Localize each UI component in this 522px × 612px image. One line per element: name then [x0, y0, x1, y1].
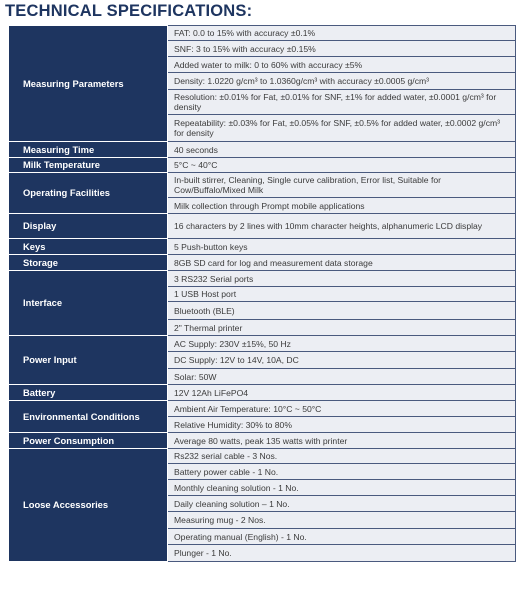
spec-label: Display [9, 214, 168, 239]
spec-row-environmental-conditions [9, 401, 516, 417]
spec-row-measuring-time [9, 142, 516, 158]
spec-row-operating-facilities [9, 173, 516, 198]
spec-value: Solar: 50W [168, 369, 516, 385]
spec-label: Keys [9, 239, 168, 255]
spec-row-loose-accessories [9, 449, 516, 464]
spec-value: Measuring mug - 2 Nos. [168, 512, 516, 529]
spec-value: Operating manual (English) - 1 No. [168, 529, 516, 545]
spec-value: Rs232 serial cable - 3 Nos. [168, 449, 516, 464]
spec-value: Battery power cable - 1 No. [168, 464, 516, 480]
spec-row-power-consumption [9, 433, 516, 449]
spec-row-keys [9, 239, 516, 255]
spec-label: Interface [9, 271, 168, 336]
spec-value: 1 USB Host port [168, 287, 516, 302]
spec-label: Measuring Time [9, 142, 168, 158]
spec-value: 3 RS232 Serial ports [168, 271, 516, 287]
spec-row-milk-temperature [9, 158, 516, 173]
spec-value: Plunger - 1 No. [168, 545, 516, 562]
spec-value: Added water to milk: 0 to 60% with accuracy ±5% [168, 57, 516, 73]
spec-table-body [9, 26, 516, 562]
spec-value: 5°C ~ 40°C [168, 158, 516, 173]
spec-value: Bluetooth (BLE) [168, 302, 516, 320]
spec-value: Relative Humidity: 30% to 80% [168, 417, 516, 433]
spec-value: 40 seconds [168, 142, 516, 158]
spec-value: Ambient Air Temperature: 10°C ~ 50°C [168, 401, 516, 417]
spec-label: Battery [9, 385, 168, 401]
spec-label: Measuring Parameters [9, 26, 168, 142]
spec-value: Daily cleaning solution – 1 No. [168, 496, 516, 512]
spec-row-battery [9, 385, 516, 401]
spec-value: 5 Push-button keys [168, 239, 516, 255]
spec-value: SNF: 3 to 15% with accuracy ±0.15% [168, 41, 516, 57]
spec-row-storage [9, 255, 516, 271]
spec-row-power-input [9, 336, 516, 352]
spec-row-interface [9, 271, 516, 287]
spec-value: AC Supply: 230V ±15%, 50 Hz [168, 336, 516, 352]
spec-label: Milk Temperature [9, 158, 168, 173]
spec-value: 2" Thermal printer [168, 320, 516, 336]
page-title: TECHNICAL SPECIFICATIONS: [5, 2, 253, 20]
spec-value: 12V 12Ah LiFePO4 [168, 385, 516, 401]
spec-label: Operating Facilities [9, 173, 168, 214]
spec-label: Environmental Conditions [9, 401, 168, 433]
spec-value: Average 80 watts, peak 135 watts with printer [168, 433, 516, 449]
spec-label: Power Consumption [9, 433, 168, 449]
spec-value: DC Supply: 12V to 14V, 10A, DC [168, 352, 516, 369]
spec-table [8, 25, 516, 562]
spec-value: FAT: 0.0 to 15% with accuracy ±0.1% [168, 26, 516, 41]
spec-row-display [9, 214, 516, 239]
spec-label: Power Input [9, 336, 168, 385]
spec-value: Resolution: ±0.01% for Fat, ±0.01% for SNF, ±1% for added water, ±0.0001 g/cm³ for density [168, 90, 516, 115]
spec-value: In-built stirrer, Cleaning, Single curve calibration, Error list, Suitable for Cow/Buffalo/Mixed Milk [168, 173, 516, 198]
spec-label: Loose Accessories [9, 449, 168, 562]
spec-label: Storage [9, 255, 168, 271]
spec-value: Monthly cleaning solution - 1 No. [168, 480, 516, 496]
spec-value: 8GB SD card for log and measurement data storage [168, 255, 516, 271]
spec-value: Milk collection through Prompt mobile applications [168, 198, 516, 214]
spec-value: Repeatability: ±0.03% for Fat, ±0.05% for SNF, ±0.5% for added water, ±0.0002 g/cm³ for density [168, 115, 516, 142]
spec-row-measuring-parameters [9, 26, 516, 41]
spec-value: Density: 1.0220 g/cm³ to 1.0360g/cm³ with accuracy ±0.0005 g/cm³ [168, 73, 516, 90]
spec-value: 16 characters by 2 lines with 10mm character heights, alphanumeric LCD display [168, 214, 516, 239]
